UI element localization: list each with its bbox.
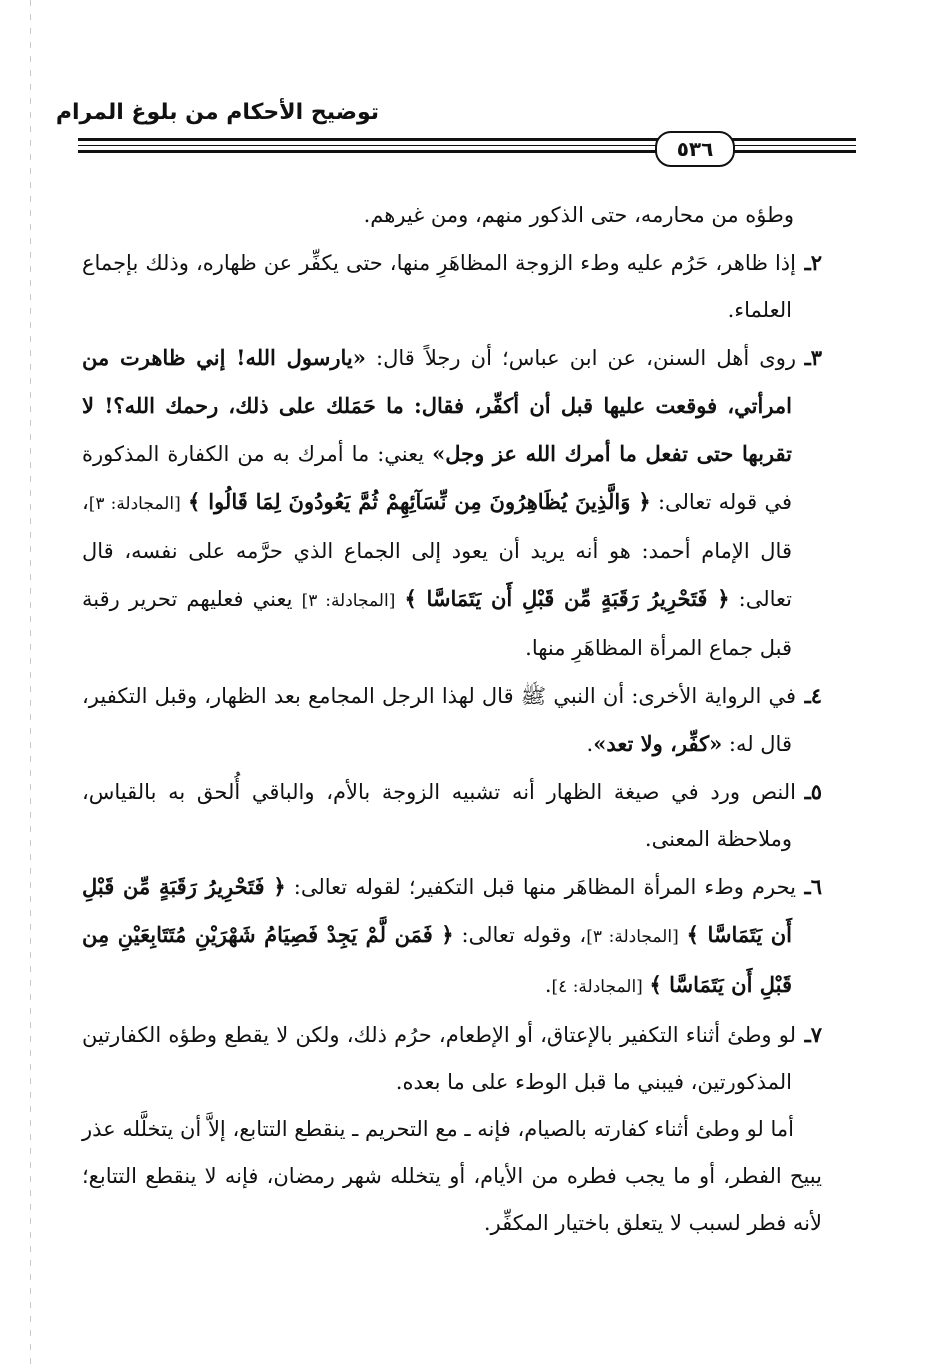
paragraph-5 [82,768,822,863]
hadith-quote: «كفِّر، ولا تعد» [593,731,723,756]
paragraph-text: يعني: ما أمرك به من الكفارة المذكورة في قوله تعالى: [82,442,792,514]
quran-verse: ﴿ وَالَّذِينَ يُظَاهِرُونَ مِن نِّسَآئِهِمْ ثُمَّ يَعُودُونَ لِمَا قَالُوا ﴾ [188,489,651,514]
paragraph-text: ، قال الإمام أحمد: هو أنه يريد أن يعود إلى الجماع الذي حرَّمه على نفسه، قال تعالى: [82,490,792,611]
item-number: ٤ـ [804,683,822,708]
item-number: ٣ـ [804,345,823,370]
paragraph-7-continuation: أما لو وطئ أثناء كفارته بالصيام، فإنه ـ مع التحريم ـ ينقطع التتابع، إلاَّ أن يتخلَّله عذر يبيح الفطر، أو ما يجب فطره من الأيام، أو يتخلله شهر رمضان، فإنه لا ينقطع التتابع؛ لأنه فطر لسبب لا يتعلق باختيار المكفِّر. [82,1117,822,1235]
scan-edge-line [30,0,31,1371]
quran-verse: ﴿ فَتَحْرِيرُ رَقَبَةٍ مِّن قَبْلِ أَن يَتَمَاسَّا ﴾ [404,586,730,611]
paragraph-text: . [544,973,552,997]
verse-reference: [المجادلة: ٤] [551,977,643,997]
item-number: ٥ـ [804,779,822,804]
quran-verse: ﴿ فَمَن لَّمْ يَجِدْ فَصِيَامُ شَهْرَيْنِ مُتَتَابِعَيْنِ مِن قَبْلِ أَن يَتَمَاسَّا ﴾ [82,922,792,997]
paragraph-3 [82,334,822,672]
paragraph-text: ، وقوله تعالى: [461,923,587,947]
paragraph-2 [82,239,822,334]
paragraph-text: إذا ظاهر، حَرُم عليه وطء الزوجة المظاهَرِ منها، حتى يكفِّر عن ظهاره، وذلك بإجماع العلماء. [82,251,796,322]
item-number: ٢ـ [804,250,822,275]
paragraph-text: لو وطئ أثناء التكفير بالإعتاق، أو الإطعام، حرُم ذلك، ولكن لا يقطع وطؤه الكفارتين المذكورتين، فيبني ما قبل الوطء على ما بعده. [82,1023,796,1094]
paragraph-text: في الرواية الأخرى: أن النبي ﷺ قال لهذا الرجل المجامع بعد الظهار، وقبل التكفير، قال له: [82,684,796,756]
paragraph-text: روى أهل السنن، عن ابن عباس؛ أن رجلاً قال: [376,346,797,370]
header-rule-middle-line [78,145,856,146]
verse-reference: [المجادلة: ٣] [88,494,181,514]
hadith-quote: «يارسول الله! إني ظاهرت من امرأتي، فوقعت عليها قبل أن أكفِّر، فقال: ما حَمَلك على ذلك، رحمك الله؟! لا تقربها حتى تفعل ما أمرك الله عز وجل» [82,345,792,466]
paragraph-text: . [586,732,594,756]
paragraph-text: يحرم وطء المرأة المظاهَر منها قبل التكفير؛ لقوله تعالى: [293,875,796,899]
item-number: ٦ـ [804,874,822,899]
page-number: ٥٣٦ [655,131,735,167]
paragraph-6 [82,863,822,1011]
paragraph-7 [82,1011,822,1106]
verse-reference: [المجادلة: ٣] [586,927,679,947]
paragraph-text: يعني فعليهم تحرير رقبة قبل جماع المرأة المظاهَرِ منها. [82,587,792,660]
header-rule-top-line [78,138,856,141]
paragraph-continuation: وطؤه من محارمه، حتى الذكور منهم، ومن غيرهم. [363,203,794,227]
paragraph-4 [82,672,822,768]
verse-reference: [المجادلة: ٣] [301,591,396,611]
header-rule [78,138,856,156]
quran-verse: ﴿ فَتَحْرِيرُ رَقَبَةٍ مِّن قَبْلِ أَن يَتَمَاسَّا ﴾ [82,874,793,947]
running-header-title: توضيح الأحكام من بلوغ المرام [55,100,379,125]
paragraph-text: النص ورد في صيغة الظهار أنه تشبيه الزوجة بالأم، والباقي أُلحق به بالقياس، وملاحظة المعنى. [82,780,796,851]
item-number: ٧ـ [804,1022,822,1047]
header-rule-bottom-line [78,150,856,153]
body-text [82,192,822,1247]
